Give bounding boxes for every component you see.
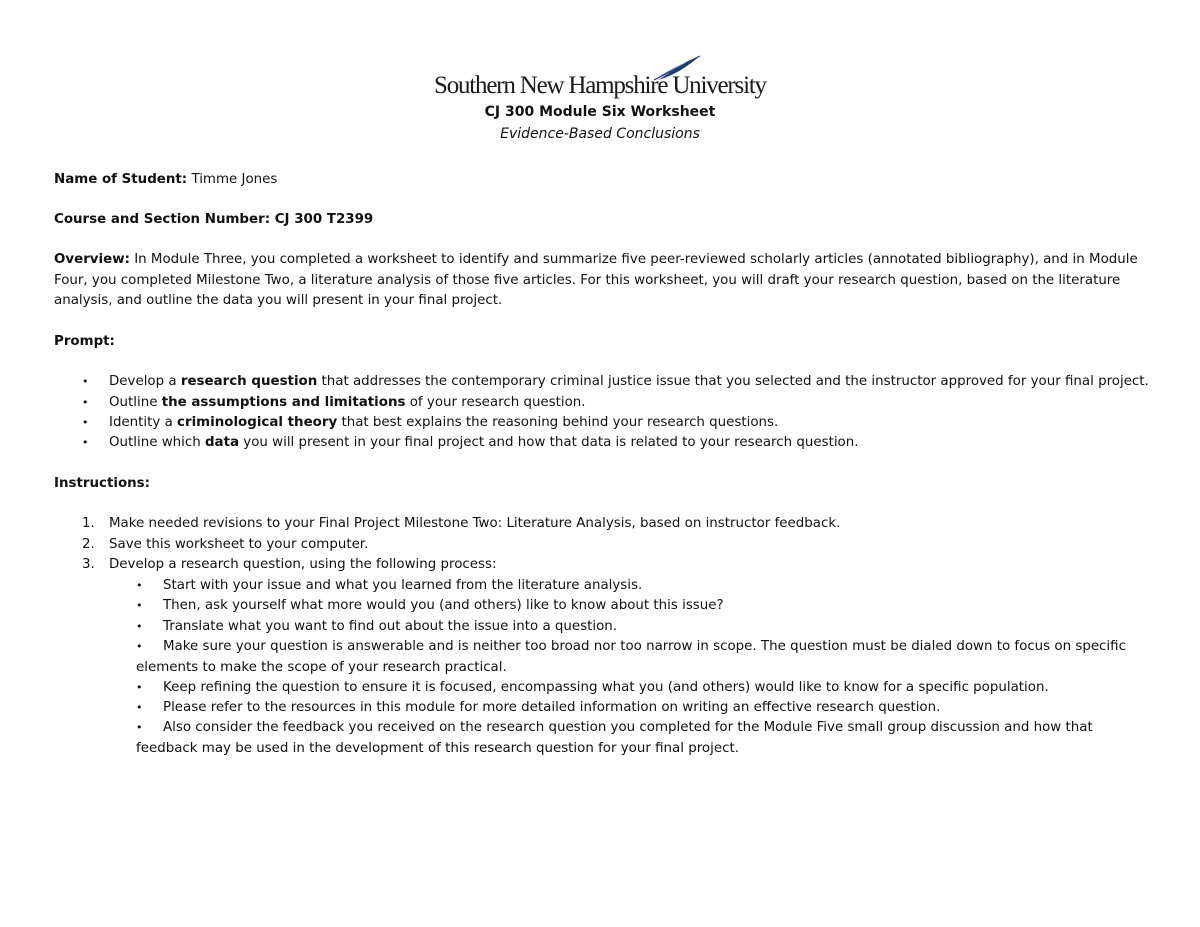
- student-name-line: [54, 170, 277, 190]
- bullet-icon: •: [82, 416, 89, 429]
- instruction-step: [82, 555, 496, 575]
- process-item-text: Then, ask yourself what more would you (and others) like to know about this issue?: [163, 598, 724, 613]
- overview-paragraph: [54, 250, 1144, 312]
- prompt-item: [82, 433, 858, 453]
- bullet-icon: •: [136, 640, 143, 653]
- process-item: [136, 617, 1141, 638]
- step-number: 2.: [82, 537, 95, 552]
- prompt-item-text: of your research question.: [405, 395, 586, 410]
- bullet-icon: •: [136, 721, 143, 734]
- process-item-text: Please refer to the resources in this module for more detailed information on writing an effective research question.: [163, 700, 941, 715]
- prompt-item: [82, 413, 778, 433]
- step-text: Save this worksheet to your computer.: [109, 537, 369, 552]
- process-item: [136, 718, 1141, 759]
- prompt-item-text: Outline: [109, 395, 162, 410]
- step-text: Make needed revisions to your Final Project Milestone Two: Literature Analysis, based on instructor feedback.: [109, 516, 841, 531]
- process-item: [136, 576, 1141, 597]
- bullet-icon: •: [82, 375, 89, 388]
- prompt-item-keyword: criminological theory: [177, 415, 338, 430]
- student-name-value: Timme Jones: [191, 172, 278, 187]
- prompt-item-text: that addresses the contemporary criminal justice issue that you selected and the instructor approved for your final project.: [317, 374, 1149, 389]
- prompt-item: [82, 372, 1149, 392]
- student-name-label: Name of Student:: [54, 172, 188, 187]
- prompt-item-text: Outline which: [109, 435, 205, 450]
- overview-label: Overview:: [54, 252, 130, 267]
- process-item: [136, 678, 1141, 699]
- bullet-icon: •: [136, 701, 143, 714]
- bullet-icon: •: [136, 620, 143, 633]
- bullet-icon: •: [136, 681, 143, 694]
- process-item: [136, 698, 1141, 719]
- page-title: CJ 300 Module Six Worksheet: [484, 104, 716, 120]
- process-item-text: Keep refining the question to ensure it is focused, encompassing what you (and others) would like to know for a specific population.: [163, 680, 1049, 695]
- course-section-line: [54, 210, 373, 230]
- process-item: [136, 596, 1141, 617]
- instructions-heading: Instructions:: [54, 476, 151, 491]
- prompt-item: [82, 393, 586, 413]
- process-item-text: Translate what you want to find out about the issue into a question.: [163, 619, 618, 634]
- prompt-item-text: Identity a: [109, 415, 178, 430]
- instruction-step: [82, 535, 368, 555]
- bullet-icon: •: [136, 599, 143, 612]
- process-item-text: Also consider the feedback you received on the research question you completed for the Module Five small group discussion and how that feedback may be used in the development of this research question for your final project.: [136, 720, 1093, 756]
- prompt-heading: Prompt:: [54, 334, 115, 349]
- bullet-icon: •: [82, 396, 89, 409]
- prompt-item-keyword: the assumptions and limitations: [161, 395, 406, 410]
- step-text: Develop a research question, using the following process:: [109, 557, 497, 572]
- process-item: [136, 637, 1141, 678]
- prompt-item-text: that best explains the reasoning behind your research questions.: [337, 415, 779, 430]
- page-subtitle: Evidence-Based Conclusions: [500, 126, 700, 142]
- course-section-label: Course and Section Number: CJ 300 T2399: [54, 212, 374, 227]
- process-item-text: Make sure your question is answerable and is neither too broad nor too narrow in scope. The question must be dialed down to focus on specific elements to make the scope of your research practical.: [136, 639, 1126, 675]
- prompt-item-keyword: research question: [180, 374, 318, 389]
- instruction-step: [82, 514, 840, 534]
- prompt-item-text: Develop a: [109, 374, 181, 389]
- bullet-icon: •: [136, 579, 143, 592]
- university-logo: [434, 54, 766, 102]
- bullet-icon: •: [82, 436, 89, 449]
- overview-text: In Module Three, you completed a worksheet to identify and summarize five peer-reviewed scholarly articles (annotated bibliography), and in Module Four, you completed Milestone Two, a literature analysis of those five articles. For this worksheet, you will draft your research question, based on the literature analysis, and outline the data you will present in your final project.: [54, 252, 1138, 308]
- step-number: 3.: [82, 557, 95, 572]
- process-item-text: Start with your issue and what you learned from the literature analysis.: [163, 578, 643, 593]
- prompt-item-text: you will present in your final project and how that data is related to your research question.: [239, 435, 859, 450]
- prompt-item-keyword: data: [204, 435, 240, 450]
- step-number: 1.: [82, 516, 95, 531]
- logo-wordmark: Southern New Hampshire University: [434, 72, 766, 99]
